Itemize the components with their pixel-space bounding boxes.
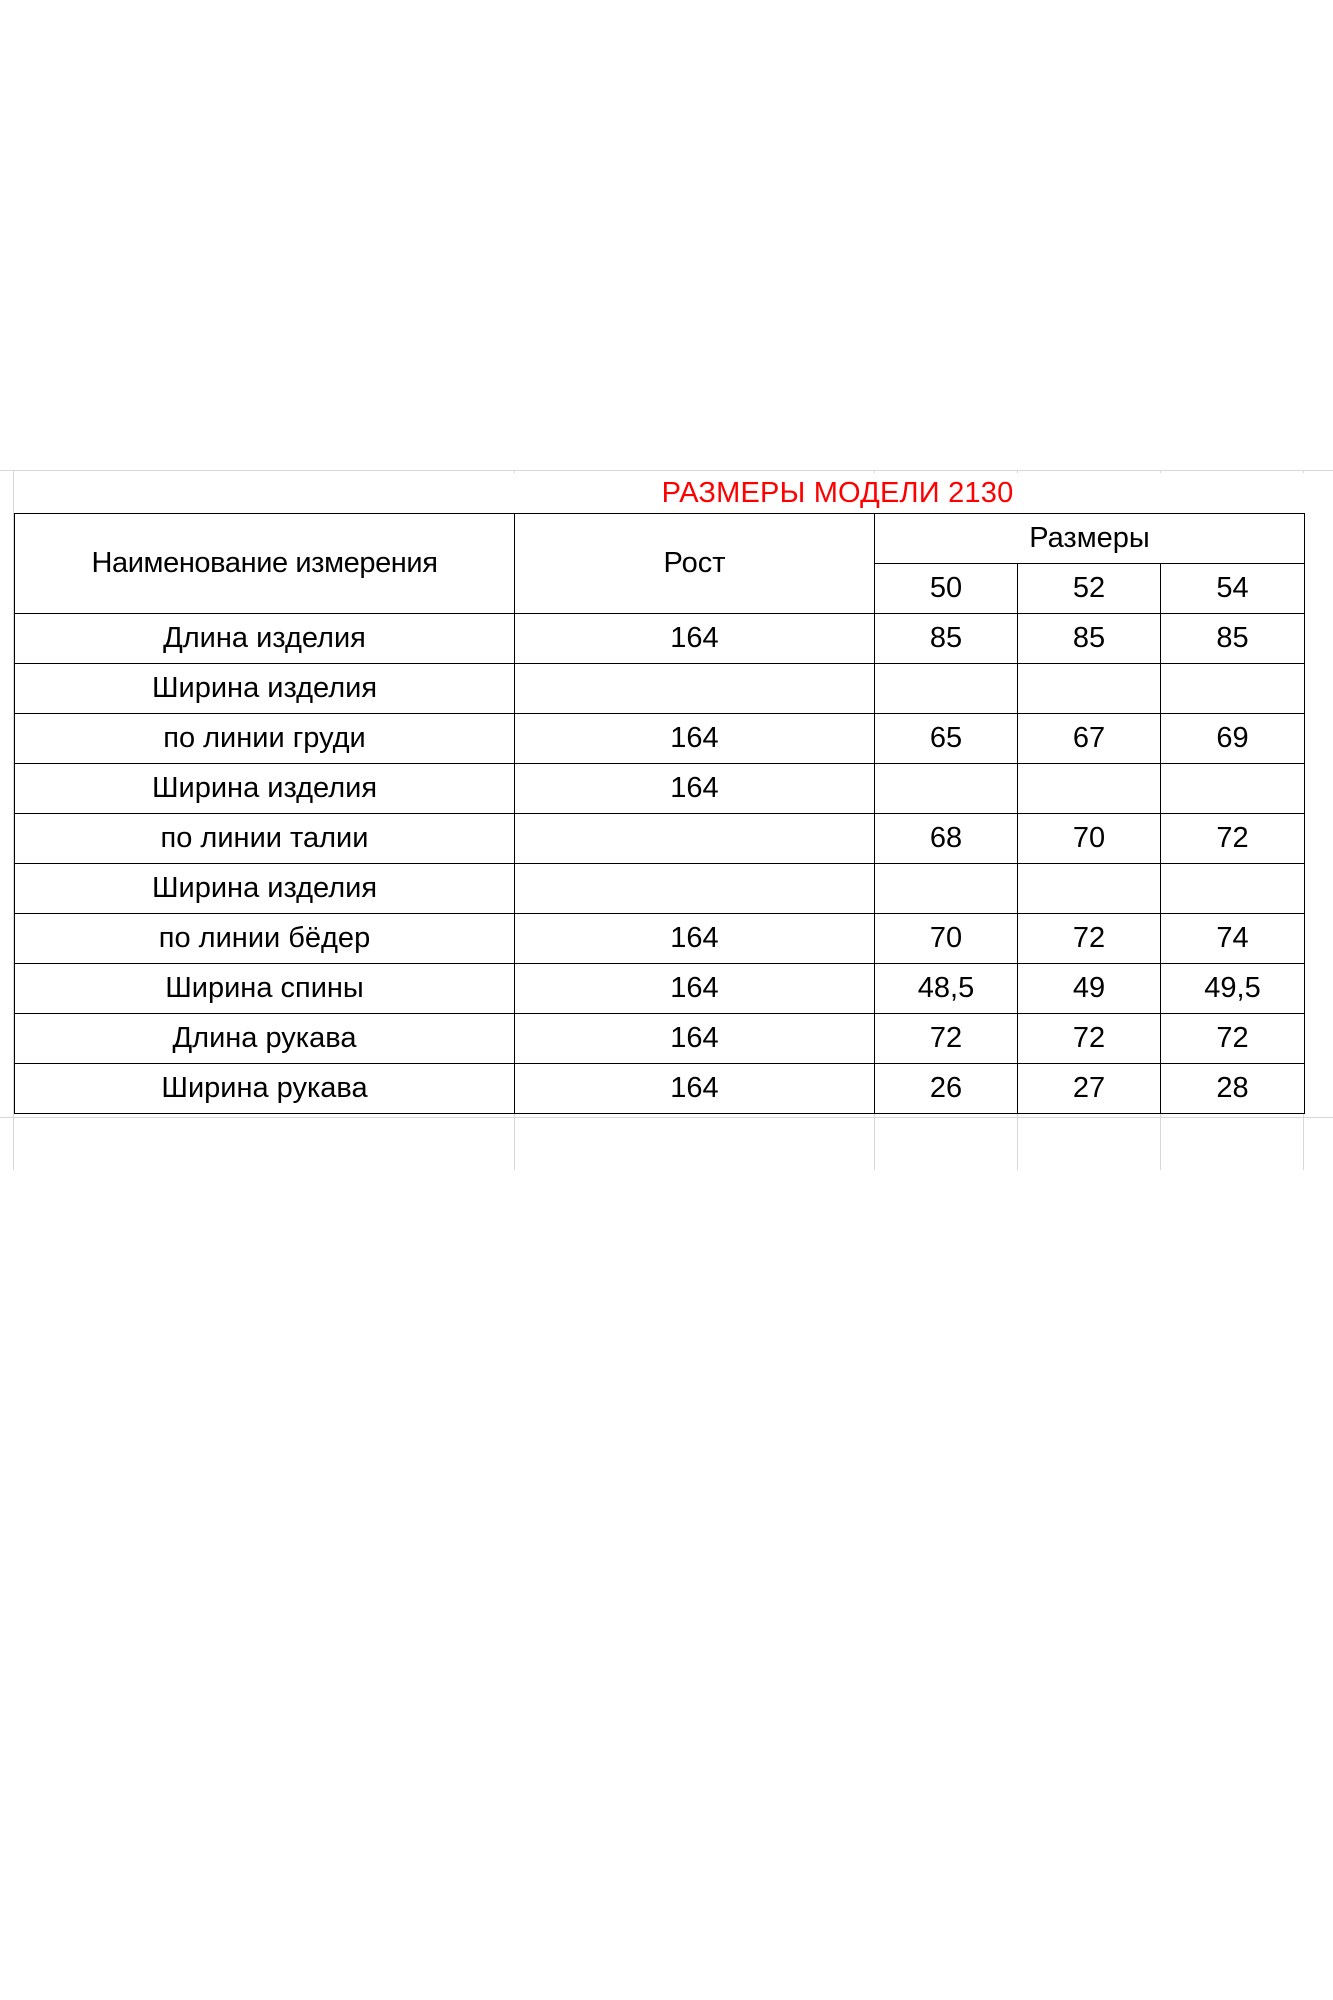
row-value-54: 28 [1161,1064,1305,1114]
row-label: по линии груди [15,714,515,764]
title-row [15,473,1305,514]
row-label: по линии бёдер [15,914,515,964]
row-label: Ширина спины [15,964,515,1014]
row-height [515,814,875,864]
row-height: 164 [515,764,875,814]
row-height: 164 [515,714,875,764]
row-value-50: 48,5 [875,964,1018,1014]
row-height: 164 [515,1064,875,1114]
row-value-52 [1018,764,1161,814]
size-chart [14,473,1304,1114]
row-height: 164 [515,914,875,964]
header-size-50: 50 [875,564,1018,614]
table-row [15,964,1305,1014]
row-value-52: 70 [1018,814,1161,864]
row-value-50: 72 [875,1014,1018,1064]
row-value-50 [875,864,1018,914]
row-value-52: 85 [1018,614,1161,664]
table-row [15,864,1305,914]
header-measurement-name: Наименование измерения [15,514,515,614]
row-height: 164 [515,964,875,1014]
row-value-50: 70 [875,914,1018,964]
header-size-52: 52 [1018,564,1161,614]
row-label: Ширина рукава [15,1064,515,1114]
row-value-52: 27 [1018,1064,1161,1114]
row-value-54: 72 [1161,814,1305,864]
row-label: Длина рукава [15,1014,515,1064]
row-value-52 [1018,864,1161,914]
table-row [15,814,1305,864]
row-value-52: 72 [1018,1014,1161,1064]
row-label: Ширина изделия [15,664,515,714]
table-row [15,614,1305,664]
header-size-54: 54 [1161,564,1305,614]
document-title: РАЗМЕРЫ МОДЕЛИ 2130 [515,473,1161,514]
row-value-50 [875,764,1018,814]
row-label: Ширина изделия [15,864,515,914]
row-value-50 [875,664,1018,714]
row-value-54: 49,5 [1161,964,1305,1014]
table-row [15,1014,1305,1064]
row-value-54 [1161,664,1305,714]
row-height: 164 [515,614,875,664]
size-chart-table [14,473,1305,1114]
row-height: 164 [515,1014,875,1064]
table-row [15,664,1305,714]
row-value-50: 65 [875,714,1018,764]
row-value-50: 68 [875,814,1018,864]
table-row [15,764,1305,814]
table-row [15,1064,1305,1114]
row-value-54 [1161,864,1305,914]
header-sizes: Размеры [875,514,1305,564]
row-value-54: 74 [1161,914,1305,964]
row-value-52: 67 [1018,714,1161,764]
row-label: по линии талии [15,814,515,864]
row-height [515,864,875,914]
row-label: Длина изделия [15,614,515,664]
row-value-50: 26 [875,1064,1018,1114]
row-value-54: 69 [1161,714,1305,764]
row-value-54: 72 [1161,1014,1305,1064]
row-label: Ширина изделия [15,764,515,814]
row-value-50: 85 [875,614,1018,664]
row-value-52: 49 [1018,964,1161,1014]
row-value-54 [1161,764,1305,814]
row-value-52: 72 [1018,914,1161,964]
title-spacer-left [15,473,515,514]
row-height [515,664,875,714]
row-value-54: 85 [1161,614,1305,664]
table-row [15,914,1305,964]
row-value-52 [1018,664,1161,714]
table-row [15,714,1305,764]
header-row-primary [15,514,1305,564]
header-height: Рост [515,514,875,614]
title-spacer-right [1161,473,1305,514]
